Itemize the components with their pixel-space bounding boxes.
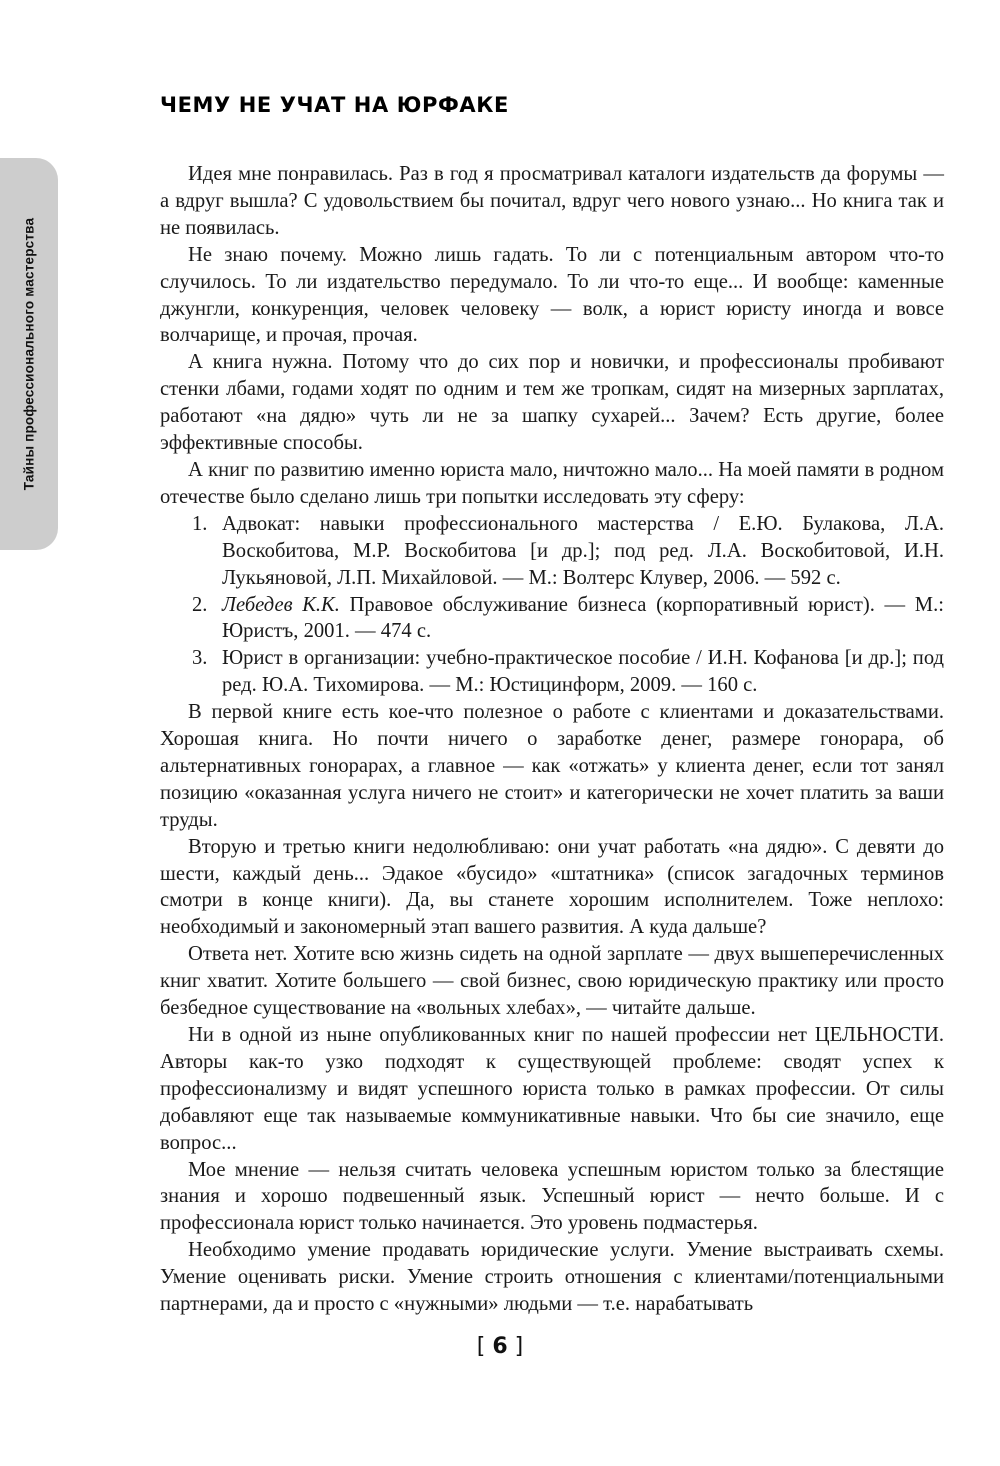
- paragraph: А книга нужна. Потому что до сих пор и новички, и профессионалы пробивают стенки лбами, годами ходят по одним и тем же тропкам, сидят на мизерных зарплатах, работают «на дядю» чуть ли не за шапку сухарей... Зачем? Есть другие, более эффективные способы.: [160, 351, 944, 455]
- body-text: [160, 161, 944, 1318]
- paragraph: Необходимо умение продавать юридические услуги. Умение выстраивать схемы. Умение оценивать риски. Умение строить отношения с клиентами/потенциальными партнерами, да и просто с «нужными» людьми — т.е. нарабатывать: [160, 1239, 944, 1316]
- page-number-value: 6: [492, 1334, 508, 1359]
- section-side-tab-label: Тайны профессионального мастерства: [21, 217, 37, 491]
- chapter-title: ЧЕМУ НЕ УЧАТ НА ЮРФАКЕ: [160, 93, 509, 117]
- reference-text: Адвокат: навыки профессионального мастерства / Е.Ю. Булакова, Л.А. Воскобитова, М.Р. Воскобитова [и др.]; под ред. Л.А. Воскобитовой, И.Н. Лукьяновой, Л.П. Михайловой. — М.: Волтерс Клувер, 2006. — 592 с.: [222, 512, 944, 589]
- reference-number: 1.: [192, 512, 208, 535]
- reference-item: [160, 511, 944, 592]
- reference-item: [160, 645, 944, 699]
- reference-list: [160, 511, 944, 699]
- reference-author: Лебедев К.К.: [222, 593, 340, 616]
- paragraph: Не знаю почему. Можно лишь гадать. То ли с потенциальным автором что-то случилось. То ли издательство передумало. То ли что-то еще... И вообще: каменные джунгли, конкуренция, человек человеку — волк, а юрист юристу иногда и вовсе волчарище, и прочая, прочая.: [160, 243, 944, 347]
- page-number-close-bracket: ]: [507, 1334, 524, 1359]
- reference-text: Юрист в организации: учебно-практическое пособие / И.Н. Кофанова [и др.]; под ред. Ю.А. Тихомирова. — М.: Юстицинформ, 2009. — 160 с.: [222, 647, 944, 697]
- page-number: [0, 1334, 1000, 1359]
- reference-text: Правовое обслуживание бизнеса (корпоративный юрист). — М.: Юристъ, 2001. — 474 с.: [222, 593, 944, 643]
- paragraph: Ответа нет. Хотите всю жизнь сидеть на одной зарплате — двух вышеперечисленных книг хватит. Хотите большего — свой бизнес, свою юридическую практику или просто безбедное существование на «вольных хлебах», — читайте дальше.: [160, 943, 944, 1020]
- paragraph: В первой книге есть кое-что полезное о работе с клиентами и доказательствами. Хорошая книга. Но почти ничего о заработке денег, размере гонорара, об альтернативных гонорарах, а главное — как «отжать» у клиента денег, если тот занял позицию «оказанная услуга ничего не стоит» и категорически не хочет платить за ваши труды.: [160, 701, 944, 831]
- paragraph: Мое мнение — нельзя считать человека успешным юристом только за блестящие знания и хорошо подвешенный язык. Успешный юрист — нечто больше. И с профессионала юрист только начинается. Это уровень подмастерья.: [160, 1158, 944, 1235]
- page-number-open-bracket: [: [476, 1334, 493, 1359]
- reference-item: [160, 592, 944, 646]
- reference-number: 2.: [192, 593, 208, 616]
- paragraph: А книг по развитию именно юриста мало, ничтожно мало... На моей памяти в родном отечестве было сделано лишь три попытки исследовать эту сферу:: [160, 458, 944, 508]
- paragraph: Вторую и третью книги недолюбливаю: они учат работать «на дядю». С девяти до шести, каждый день... Эдакое «бусидо» «штатника» (список загадочных терминов смотри в конце книги). Да, вы станете хорошим исполнителем. Тоже неплохо: необходимый и закономерный этап вашего развития. А куда дальше?: [160, 835, 944, 939]
- paragraph: Ни в одной из ныне опубликованных книг по нашей профессии нет ЦЕЛЬНОСТИ. Авторы как-то узко подходят к существующей проблеме: сводят успех к профессионализму и видят успешного юриста только в рамках профессии. От силы добавляют еще так называемые коммуникативные навыки. Что бы сие значило, еще вопрос...: [160, 1024, 944, 1154]
- paragraph: Идея мне понравилась. Раз в год я просматривал каталоги издательств да форумы — а вдруг вышла? С удовольствием бы почитал, вдруг чего нового узнаю... Но книга так и не появилась.: [160, 163, 944, 239]
- reference-number: 3.: [192, 647, 208, 670]
